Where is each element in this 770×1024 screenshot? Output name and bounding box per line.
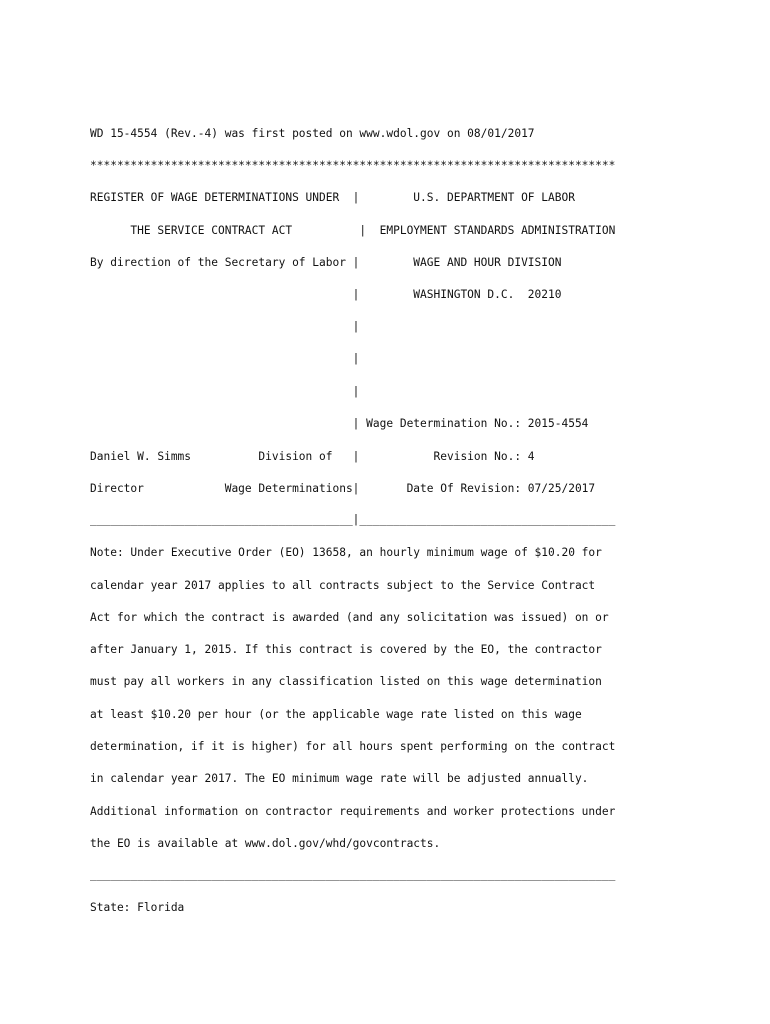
note-line: Act for which the contract is awarded (and any solicitation was issued) on or bbox=[90, 611, 609, 624]
header-rule: _______________________________________|______________________________________ bbox=[90, 513, 616, 526]
footer-rule: ______________________________________________________________________________ bbox=[90, 868, 616, 881]
state-line: State: Florida bbox=[90, 901, 185, 914]
header-row: By direction of the Secretary of Labor | WAGE AND HOUR DIVISION bbox=[90, 256, 562, 269]
note-line: after January 1, 2015. If this contract is covered by the EO, the contractor bbox=[90, 643, 602, 656]
header-row: REGISTER OF WAGE DETERMINATIONS UNDER | U.S. DEPARTMENT OF LABOR bbox=[90, 191, 575, 204]
date-of-revision-row: Director Wage Determinations| Date Of Revision: 07/25/2017 bbox=[90, 482, 596, 495]
header-row: | WASHINGTON D.C. 20210 bbox=[90, 288, 562, 301]
note-line: must pay all workers in any classification listed on this wage determination bbox=[90, 675, 602, 688]
header-row: THE SERVICE CONTRACT ACT | EMPLOYMENT STANDARDS ADMINISTRATION bbox=[90, 224, 616, 237]
note-line: calendar year 2017 applies to all contracts subject to the Service Contract bbox=[90, 579, 596, 592]
note-line: at least $10.20 per hour (or the applicable wage rate listed on this wage bbox=[90, 708, 582, 721]
separator-stars: ****************************************************************************** bbox=[90, 159, 616, 172]
posting-line: WD 15-4554 (Rev.-4) was first posted on www.wdol.gov on 08/01/2017 bbox=[90, 127, 535, 140]
revision-number-row: Daniel W. Simms Division of | Revision No.: 4 bbox=[90, 450, 535, 463]
header-row: | bbox=[90, 352, 360, 365]
note-line: the EO is available at www.dol.gov/whd/govcontracts. bbox=[90, 837, 441, 850]
note-line: Note: Under Executive Order (EO) 13658, an hourly minimum wage of $10.20 for bbox=[90, 546, 602, 559]
header-row: | bbox=[90, 385, 360, 398]
header-row: | bbox=[90, 320, 360, 333]
note-line: in calendar year 2017. The EO minimum wage rate will be adjusted annually. bbox=[90, 772, 589, 785]
note-line: Additional information on contractor requirements and worker protections under bbox=[90, 805, 616, 818]
wage-determination-number-row: | Wage Determination No.: 2015-4554 bbox=[90, 417, 589, 430]
note-line: determination, if it is higher) for all hours spent performing on the contract bbox=[90, 740, 616, 753]
